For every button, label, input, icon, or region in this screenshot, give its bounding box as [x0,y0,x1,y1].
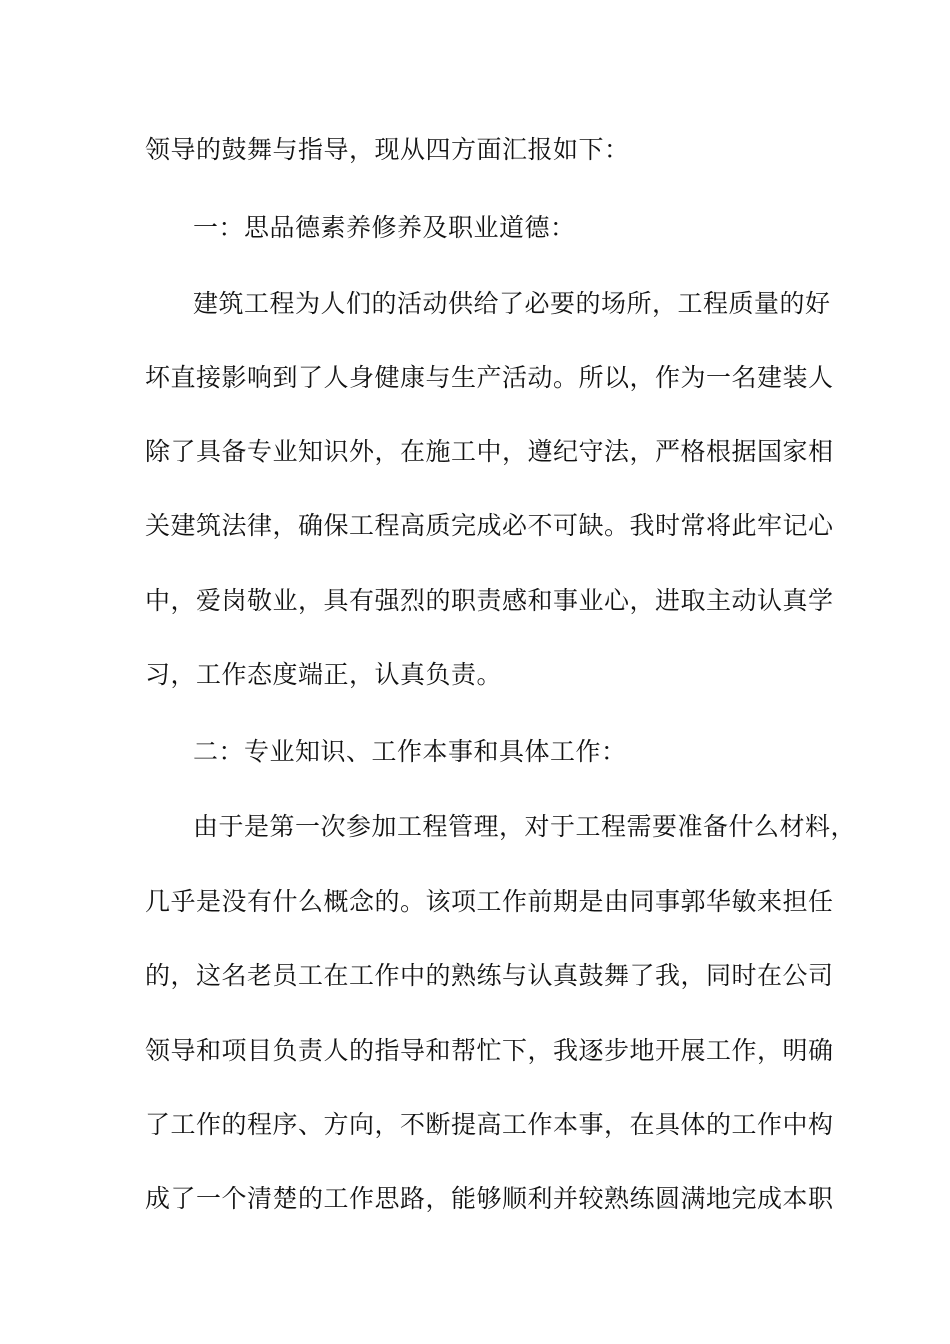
paragraph-line-10: 由于是第一次参加工程管理，对于工程需要准备什么材料， [193,812,857,841]
paragraph-line-6: 关建筑法律，确保工程高质完成必不可缺。我时常将此牢记心 [145,511,834,540]
paragraph-line-5: 除了具备专业知识外，在施工中，遵纪守法，严格根据国家相 [145,437,834,466]
paragraph-line-4: 坏直接影响到了人身健康与生产活动。所以，作为一名建装人 [145,363,834,392]
paragraph-line-3: 建筑工程为人们的活动供给了必要的场所，工程质量的好 [193,289,831,318]
paragraph-line-14: 了工作的程序、方向，不断提高工作本事，在具体的工作中构 [145,1110,834,1139]
paragraph-line-12: 的，这名老员工在工作中的熟练与认真鼓舞了我，同时在公司 [145,961,834,990]
paragraph-line-1: 领导的鼓舞与指导，现从四方面汇报如下： [145,135,630,164]
section-heading-1: 一：思品德素养修养及职业道德： [193,213,576,242]
paragraph-line-7: 中，爱岗敬业，具有强烈的职责感和事业心，进取主动认真学 [145,586,834,615]
paragraph-line-8: 习，工作态度端正，认真负责。 [145,660,503,689]
paragraph-line-15: 成了一个清楚的工作思路，能够顺利并较熟练圆满地完成本职 [145,1184,834,1213]
paragraph-line-11: 几乎是没有什么概念的。该项工作前期是由同事郭华敏来担任 [145,887,834,916]
paragraph-line-13: 领导和项目负责人的指导和帮忙下，我逐步地开展工作，明确 [145,1036,834,1065]
section-heading-2: 二：专业知识、工作本事和具体工作： [193,737,627,766]
